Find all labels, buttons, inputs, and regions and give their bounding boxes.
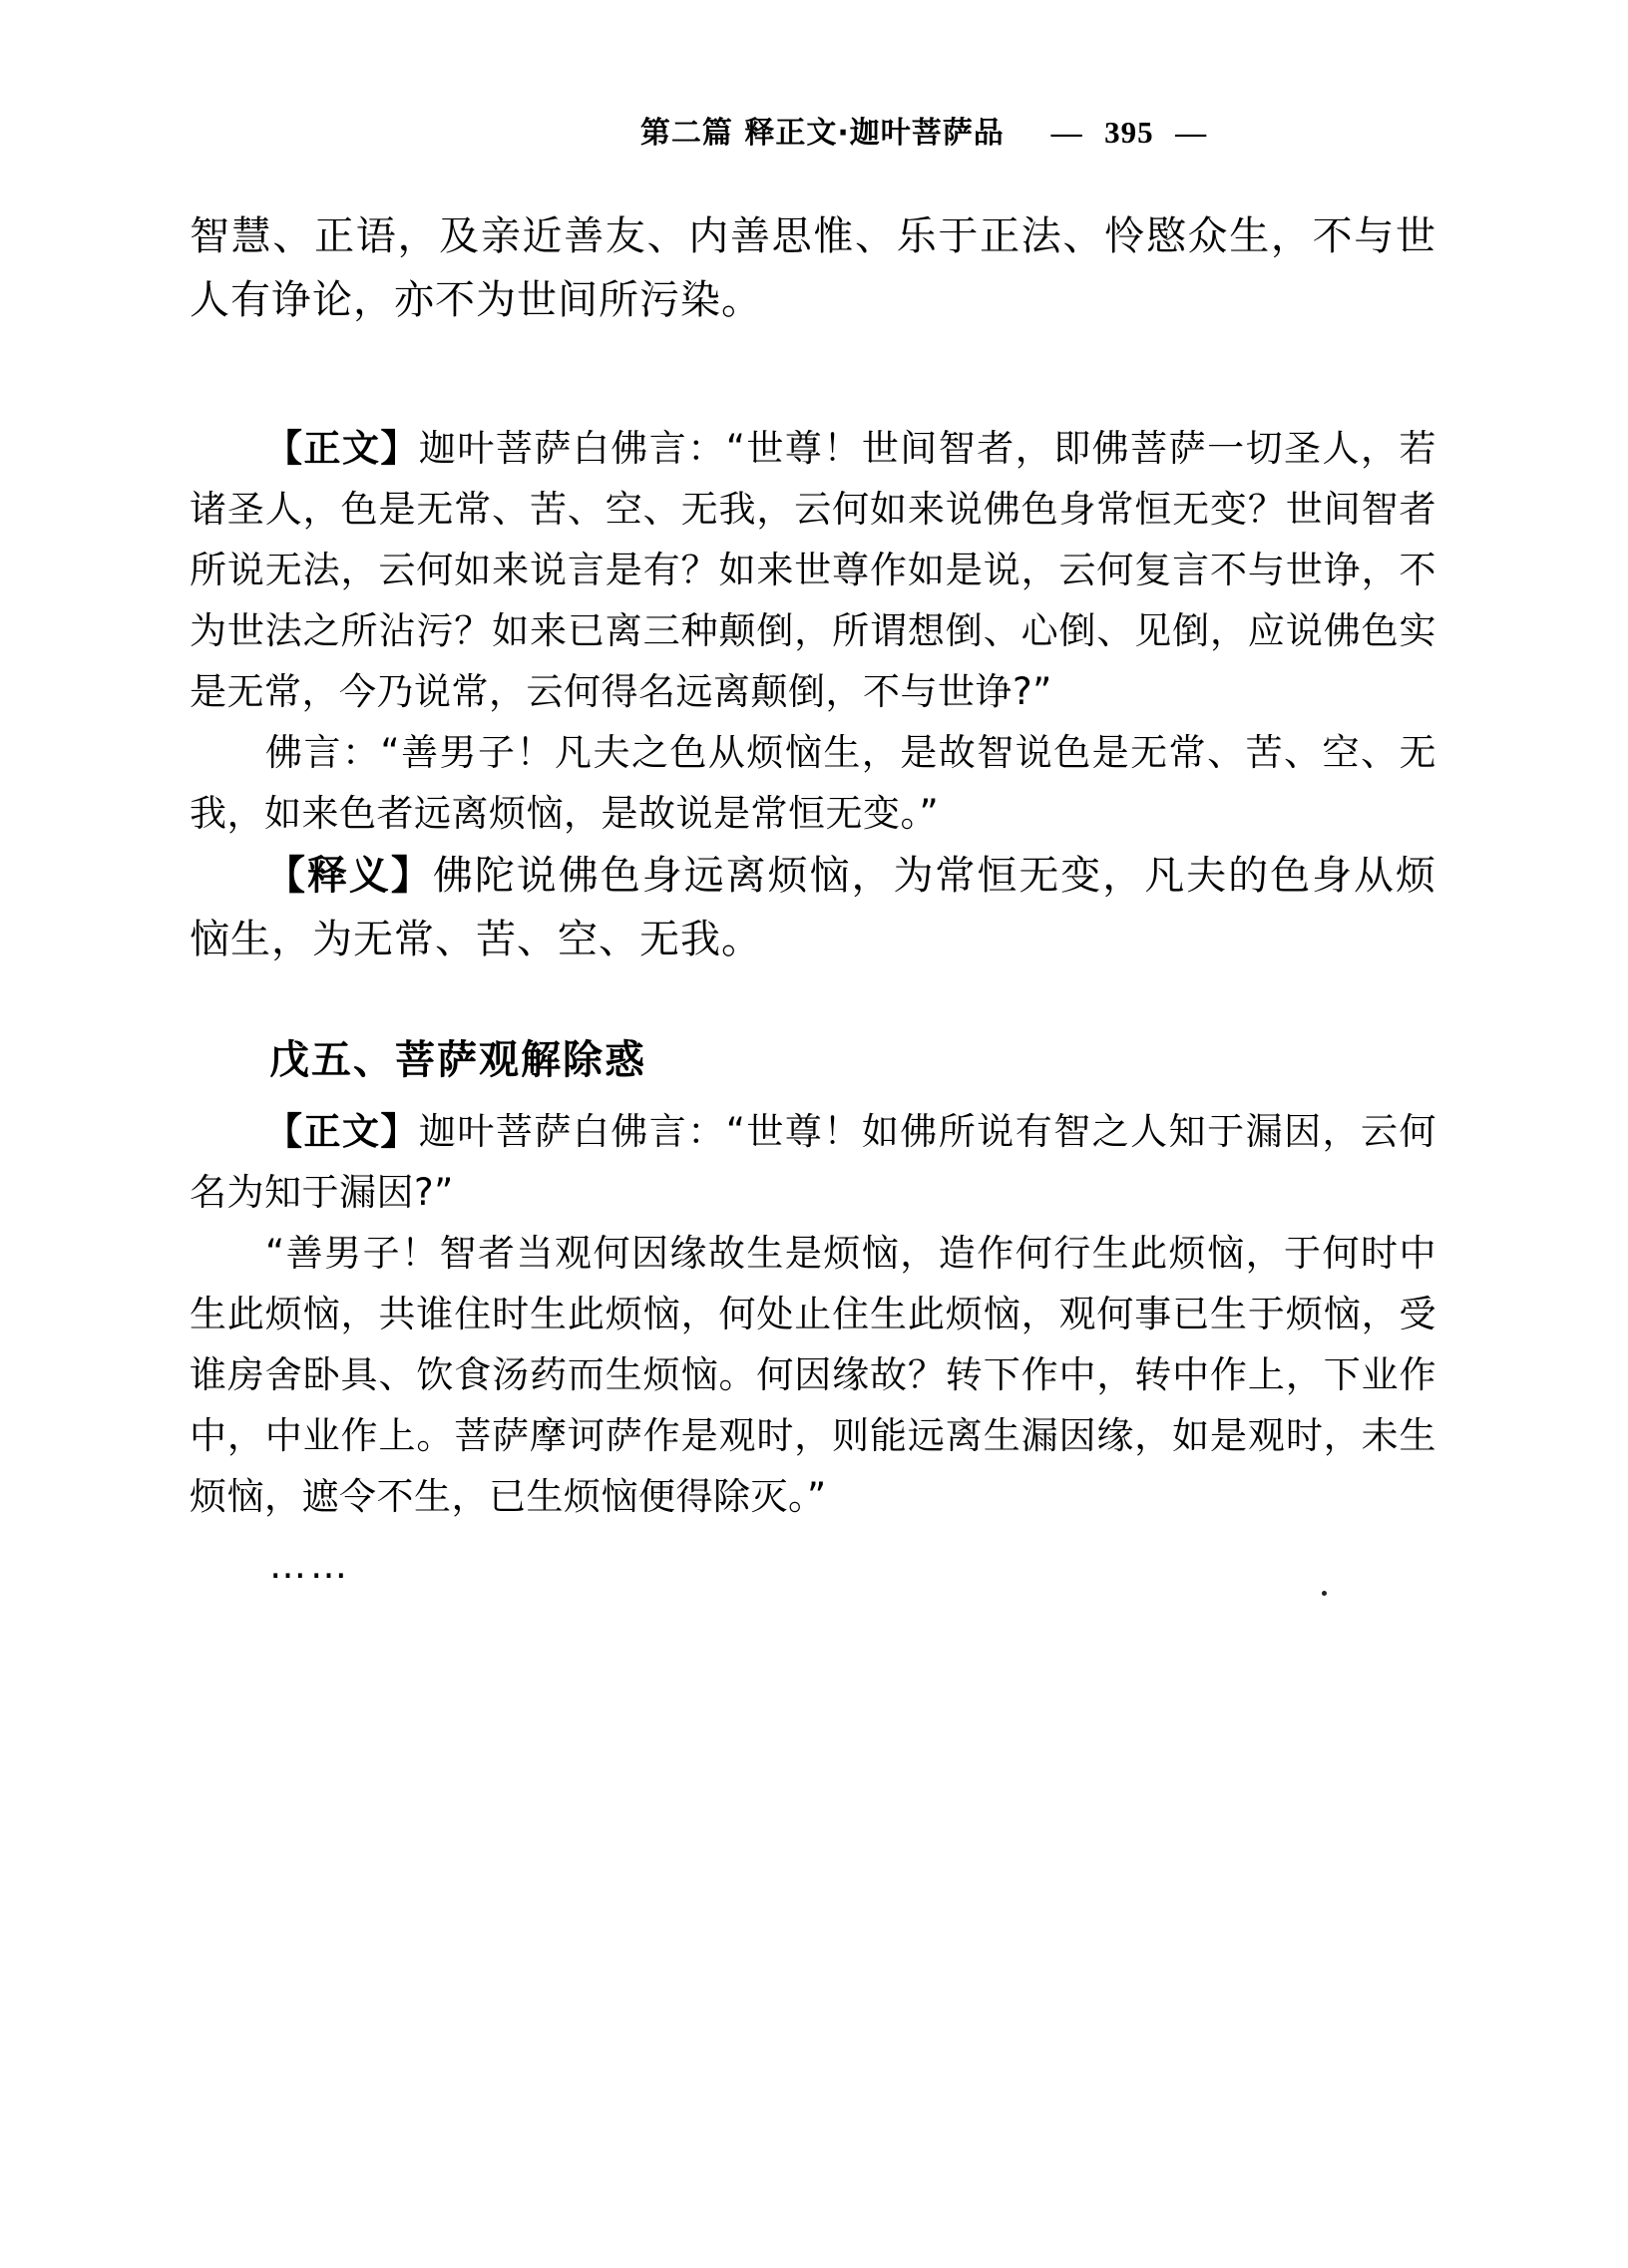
- section-heading: 戊五、菩萨观解除惑: [269, 1037, 646, 1083]
- paragraph-zhengwen-1: [190, 418, 1436, 722]
- paragraph-shiyi-text: 佛陀说佛色身远离烦恼，为常恒无变，凡夫的色身从烦恼生，为无常、苦、空、无我。: [190, 853, 1437, 962]
- label-zhengwen: 【正文】: [265, 427, 419, 470]
- header-dash-right: —: [1175, 115, 1208, 150]
- spacer-2: [190, 971, 1436, 1029]
- page-number: 395: [1104, 115, 1154, 150]
- paragraph-zhengwen-2-text: 迦叶菩萨白佛言：“世尊！如佛所说有智之人知于漏因，云何名为知于漏因?”: [190, 1110, 1437, 1214]
- print-speck: [1322, 1591, 1327, 1596]
- paragraph-ellipsis: ……: [269, 1544, 351, 1587]
- spacer-4: [190, 1527, 1436, 1537]
- label-zhengwen-2: 【正文】: [265, 1110, 419, 1153]
- paragraph-shiyi: [190, 844, 1436, 971]
- label-shiyi: 【释义】: [265, 853, 433, 899]
- spacer-1: [190, 332, 1436, 418]
- header-inner: [640, 108, 1217, 152]
- paragraph-shannanzi: “善男子！智者当观何因缘故生是烦恼，造作何行生此烦恼，于何时中生此烦恼，共谁住时生此烦恼，何处止住生此烦恼，观何事已生于烦恼，受谁房舍卧具、饮食汤药而生烦恼。何因缘故？转下作中，转中作上，下业作中，中业作上。菩萨摩诃萨作是观时，则能远离生漏因缘，如是观时，未生烦恼，遮令不生，已生烦恼便得除灭。”: [190, 1232, 1436, 1518]
- page-content: [190, 204, 1436, 1595]
- spacer-3: [190, 1091, 1436, 1101]
- header-chapter-title: 第二篇 释正文·迦叶菩萨品: [639, 116, 1005, 151]
- paragraph-opening: 智慧、正语，及亲近善友、内善思惟、乐于正法、怜愍众生，不与世人有诤论，亦不为世间所污染。: [190, 213, 1436, 323]
- header-dash-left: —: [1050, 115, 1083, 150]
- paragraph-zhengwen-1-text: 迦叶菩萨白佛言：“世尊！世间智者，即佛菩萨一切圣人，若诸圣人，色是无常、苦、空、无我，云何如来说佛色身常恒无变？世间智者所说无法，云何如来说言是有？如来世尊作如是说，云何复言不与世诤，不为世法之所沾污？如来已离三种颠倒，所谓想倒、心倒、见倒，应说佛色实是无常，今乃说常，云何得名远离颠倒，不与世诤?”: [190, 427, 1437, 713]
- page-header: [0, 108, 1628, 152]
- paragraph-foyan: 佛言：“善男子！凡夫之色从烦恼生，是故智说色是无常、苦、空、无我，如来色者远离烦恼，是故说是常恒无变。”: [190, 731, 1436, 835]
- paragraph-zhengwen-2: [190, 1101, 1436, 1223]
